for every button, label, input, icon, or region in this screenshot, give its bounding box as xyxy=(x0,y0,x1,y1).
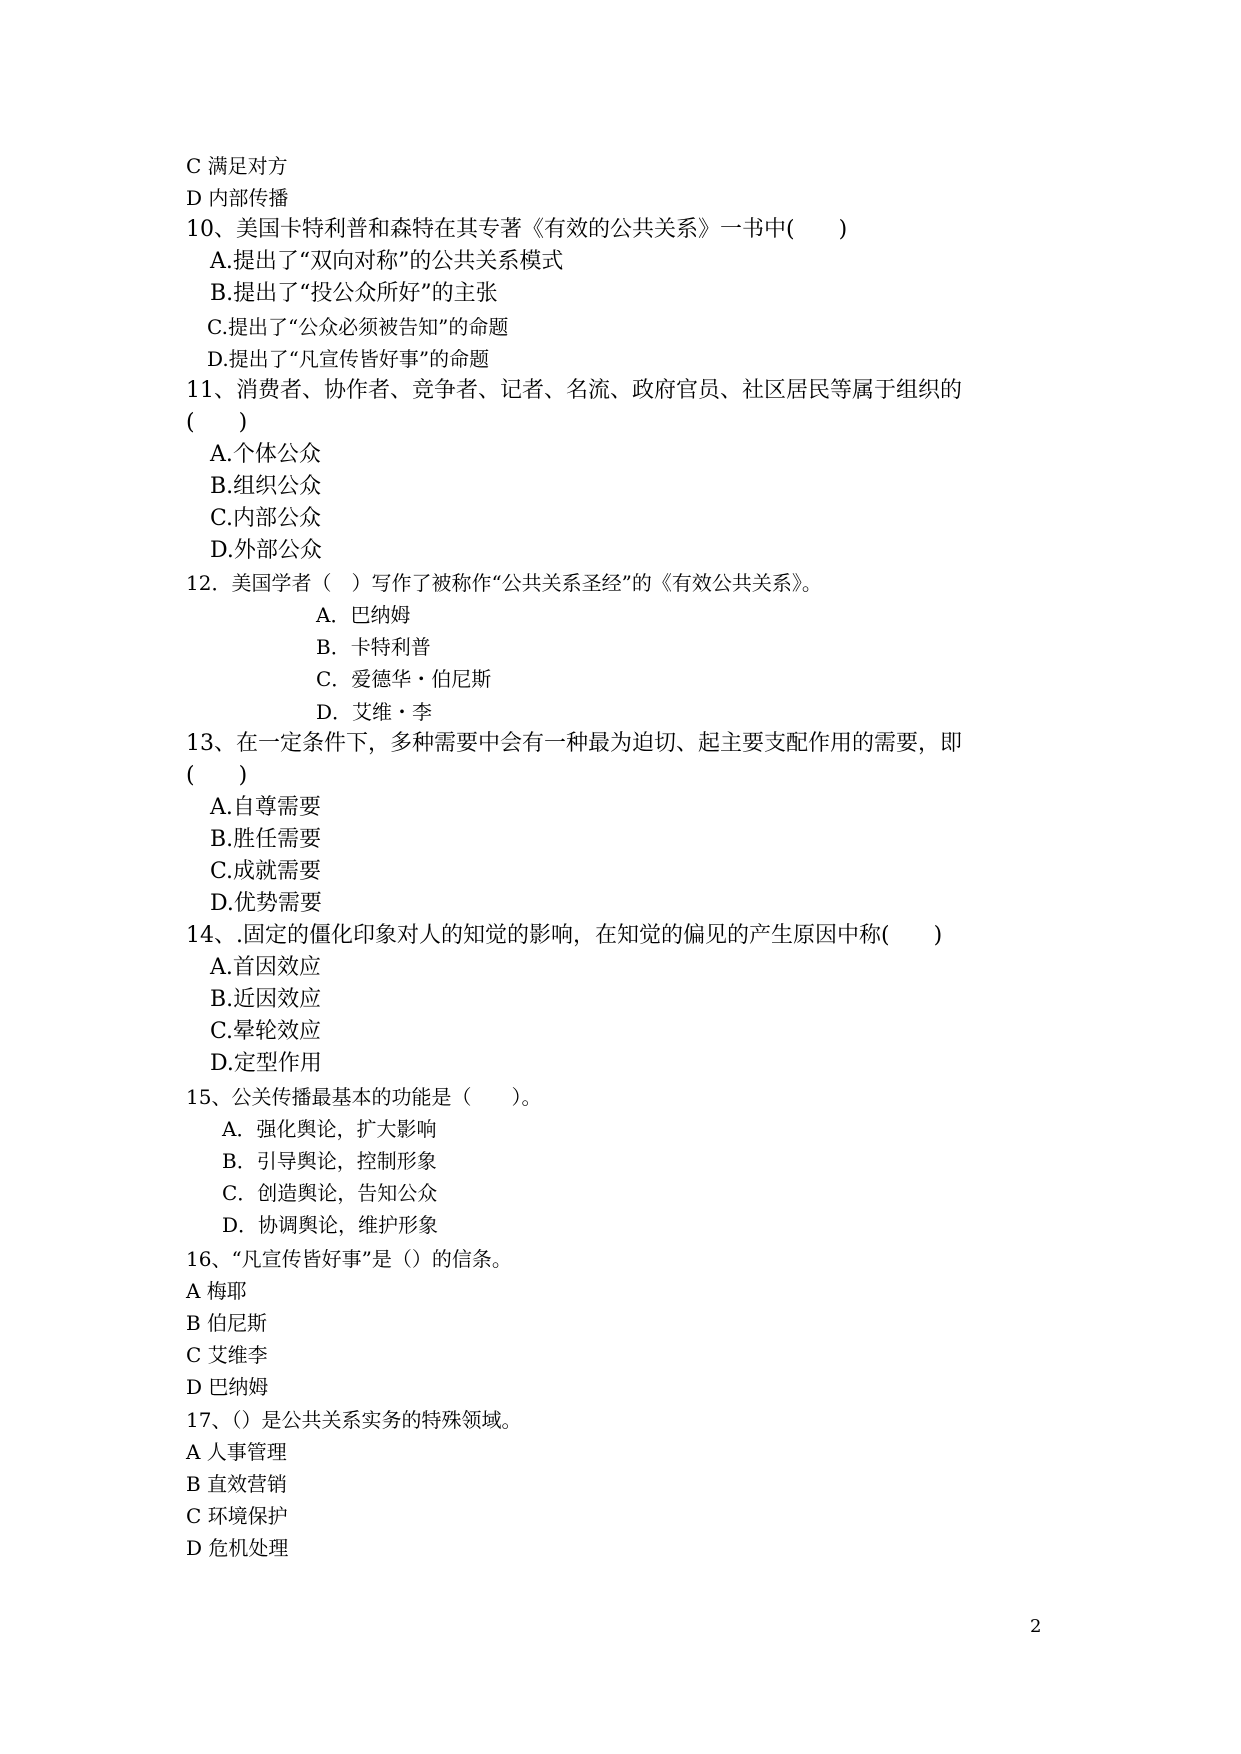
question-11: 11、消费者、协作者、竞争者、记者、名流、政府官员、社区居民等属于组织的 xyxy=(186,378,962,403)
option-line: A 梅耶 xyxy=(186,1279,247,1303)
option-line: D.提出了“凡宣传皆好事”的命题 xyxy=(207,347,490,371)
option-line: C 环境保护 xyxy=(186,1504,288,1528)
question-15: 15、公关传播最基本的功能是（ ）。 xyxy=(186,1085,542,1109)
option-line: B.胜任需要 xyxy=(210,827,322,852)
option-line: B．卡特利普 xyxy=(316,635,431,659)
option-line: D.定型作用 xyxy=(210,1051,322,1076)
question-10: 10、美国卡特利普和森特在其专著《有效的公共关系》一书中( ) xyxy=(186,217,848,242)
option-line: A 人事管理 xyxy=(186,1440,287,1464)
question-11-blank: ( ) xyxy=(186,410,248,435)
option-line: A．巴纳姆 xyxy=(316,603,411,627)
option-line: C 满足对方 xyxy=(186,154,288,178)
option-line: A.首因效应 xyxy=(210,955,321,980)
option-line: B 直效营销 xyxy=(186,1472,288,1496)
option-line: D.优势需要 xyxy=(210,891,322,916)
option-line: A.个体公众 xyxy=(210,442,321,467)
option-line: C.内部公众 xyxy=(210,506,322,531)
option-line: C.晕轮效应 xyxy=(210,1019,322,1044)
option-line: D．协调舆论，维护形象 xyxy=(222,1213,439,1237)
option-line: D．艾维・李 xyxy=(316,700,433,724)
option-line: C．爱德华・伯尼斯 xyxy=(316,667,492,691)
option-line: C.提出了“公众必须被告知”的命题 xyxy=(207,315,509,339)
option-line: A．强化舆论，扩大影响 xyxy=(222,1117,437,1141)
question-13: 13、在一定条件下，多种需要中会有一种最为迫切、起主要支配作用的需要，即 xyxy=(186,731,962,756)
question-16: 16、“凡宣传皆好事”是（）的信条。 xyxy=(186,1247,512,1271)
question-13-blank: ( ) xyxy=(186,763,248,788)
option-line: D 危机处理 xyxy=(186,1536,289,1560)
page-number: 2 xyxy=(1030,1616,1042,1637)
option-line: C．创造舆论，告知公众 xyxy=(222,1181,438,1205)
option-line: D 内部传播 xyxy=(186,186,289,210)
option-line: B.提出了“投公众所好”的主张 xyxy=(210,281,498,306)
question-17: 17、（）是公共关系实务的特殊领域。 xyxy=(186,1408,522,1432)
option-line: C 艾维李 xyxy=(186,1343,268,1367)
option-line: D.外部公众 xyxy=(210,538,322,563)
question-12: 12．美国学者（ ）写作了被称作“公共关系圣经”的《有效公共关系》。 xyxy=(186,571,822,595)
option-line: B 伯尼斯 xyxy=(186,1311,268,1335)
option-line: C.成就需要 xyxy=(210,859,322,884)
question-14: 14、.固定的僵化印象对人的知觉的影响，在知觉的偏见的产生原因中称( ) xyxy=(186,923,943,948)
option-line: D 巴纳姆 xyxy=(186,1375,269,1399)
option-line: B.组织公众 xyxy=(210,474,322,499)
option-line: B.近因效应 xyxy=(210,987,322,1012)
option-line: A.提出了“双向对称”的公共关系模式 xyxy=(210,249,564,274)
option-line: A.自尊需要 xyxy=(210,795,321,820)
option-line: B．引导舆论，控制形象 xyxy=(222,1149,437,1173)
